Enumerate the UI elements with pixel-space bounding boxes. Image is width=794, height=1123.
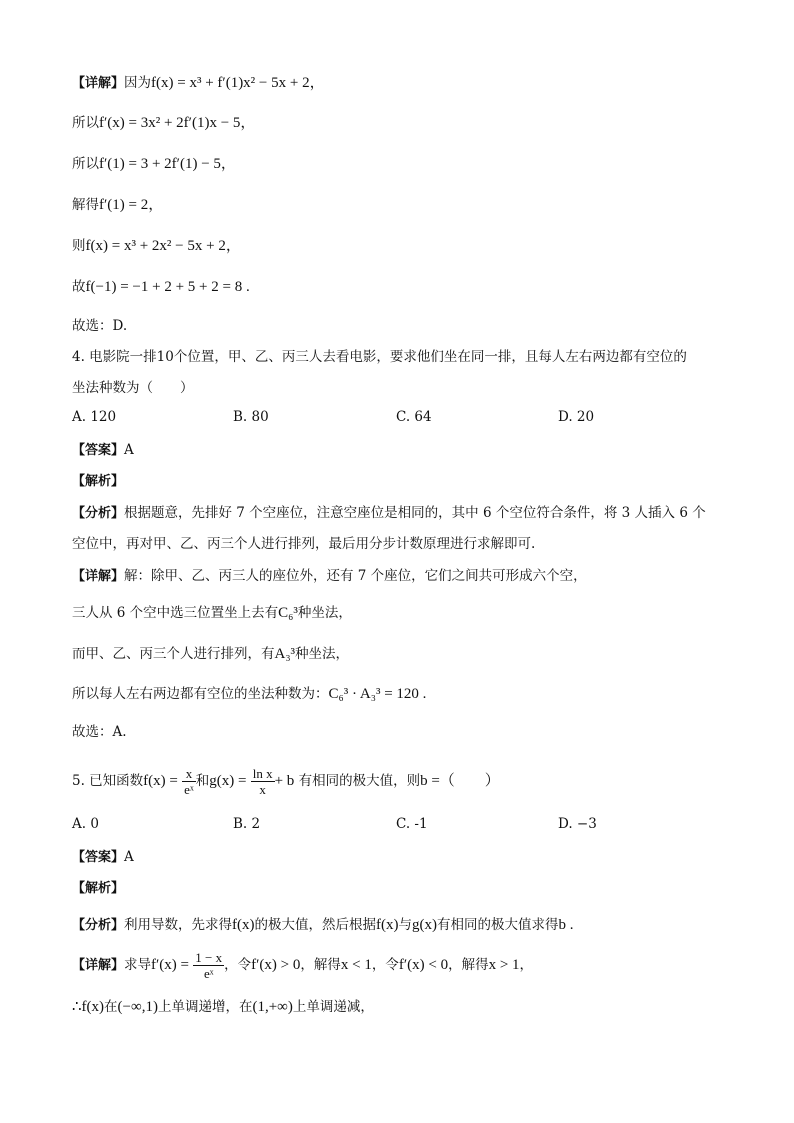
q4-answer: 【答案】A: [72, 442, 134, 458]
permutation-symbol: A₃³: [274, 646, 296, 662]
solution-line-2: 所以f′(x) = 3x² + 2f′(1)x − 5，: [72, 115, 256, 131]
q5-detail-line-2: ∴f(x)在(−∞,1)上单调递增，在(1,+∞)上单调递减，: [72, 999, 374, 1015]
q4-analysis-line-1: 【分析】根据题意，先排好 7 个空座位，注意空座位是相同的，其中 6 个空位符合条件，将 3 人插入 6 个: [72, 505, 706, 521]
q4-detail-line-5: 故选：A.: [72, 724, 127, 740]
equation: f′(1) = 3 + 2f′(1) − 5，: [99, 156, 236, 172]
solution-line-3: 所以f′(1) = 3 + 2f′(1) − 5，: [72, 156, 236, 172]
answer-choice-line: 故选：D.: [72, 318, 128, 334]
q5-option-b: B. 2: [233, 816, 261, 832]
q5-option-a: A. 0: [72, 816, 99, 832]
q5-answer: 【答案】A: [72, 849, 134, 865]
question-4-stem: 4. 电影院一排10个位置，甲、乙、丙三人去看电影，要求他们坐在同一排，且每人左右两边都有空位的: [72, 349, 687, 365]
q4-analysis-line-2: 空位中，再对甲、乙、丙三个人进行排列，最后用分步计数原理进行求解即可.: [72, 536, 536, 552]
q4-detail-line-2: 三人从 6 个空中选三位置坐上去有C₆³种坐法，: [72, 605, 352, 621]
fraction-x-over-ex: $\frac{x}{\text{eˣ}}$: [184, 766, 194, 797]
q5-option-d: D. −3: [558, 816, 597, 832]
q4-option-d: D. 20: [558, 409, 595, 425]
q5-option-c: C. -1: [396, 816, 428, 832]
question-4-stem-cont: 坐法种数为（ ）: [72, 380, 194, 396]
equation: C₆³ · A₃³ = 120 .: [328, 686, 427, 702]
detail-tag: 【详解】: [72, 76, 125, 91]
equation: f(x) = x³ + 2x² − 5x + 2，: [85, 238, 241, 254]
q4-option-a: A. 120: [72, 409, 117, 425]
solution-line-5: 则f(x) = x³ + 2x² − 5x + 2，: [72, 238, 241, 254]
equation: f(x) = x³ + f′(1)x² − 5x + 2，: [151, 75, 325, 91]
q4-detail-line-1: 【详解】解：除甲、乙、丙三人的座位外，还有 7 个座位，它们之间共可形成六个空，: [72, 568, 587, 584]
question-5-stem: 5. 已知函数f(x) = $\frac{x}{\text{eˣ}}$ 和g(x) = $\frac{\text{ln x}}{x}$ + b 有相同的极大值，则b =（ ）: [72, 766, 500, 797]
q5-detail-line-1: 【详解】求导f′(x) = $\frac{1 - x}{\text{eˣ}}$ ，令f′(x) > 0，解得x < 1，令f′(x) < 0，解得x > 1，: [72, 950, 534, 981]
combination-symbol: C₆³: [278, 605, 298, 621]
solution-line-1: 【详解】因为f(x) = x³ + f′(1)x² − 5x + 2，: [72, 75, 325, 91]
q4-detail-line-4: 所以每人左右两边都有空位的坐法种数为：C₆³ · A₃³ = 120 .: [72, 686, 427, 702]
q5-analysis-heading: 【解析】: [72, 881, 125, 896]
equation: f′(x) = 3x² + 2f′(1)x − 5，: [99, 115, 256, 131]
equation: f′(1) = 2，: [99, 197, 164, 213]
equation: f(−1) = −1 + 2 + 5 + 2 = 8 .: [85, 279, 250, 295]
q4-analysis-heading: 【解析】: [72, 474, 125, 489]
q5-analysis-line: 【分析】利用导数，先求得f(x)的极大值，然后根据f(x)与g(x)有相同的极大值求得b .: [72, 917, 574, 933]
q4-option-c: C. 64: [396, 409, 432, 425]
fraction-1mx-over-ex: $\frac{1 - x}{\text{eˣ}}$: [195, 950, 223, 981]
q4-detail-line-3: 而甲、乙、丙三个人进行排列，有A₃³种坐法，: [72, 646, 350, 662]
fraction-lnx-over-x: $\frac{\text{ln x}}{x}$: [252, 766, 273, 797]
solution-line-4: 解得f′(1) = 2，: [72, 197, 164, 213]
solution-line-6: 故f(−1) = −1 + 2 + 5 + 2 = 8 .: [72, 279, 250, 295]
q4-option-b: B. 80: [233, 409, 269, 425]
